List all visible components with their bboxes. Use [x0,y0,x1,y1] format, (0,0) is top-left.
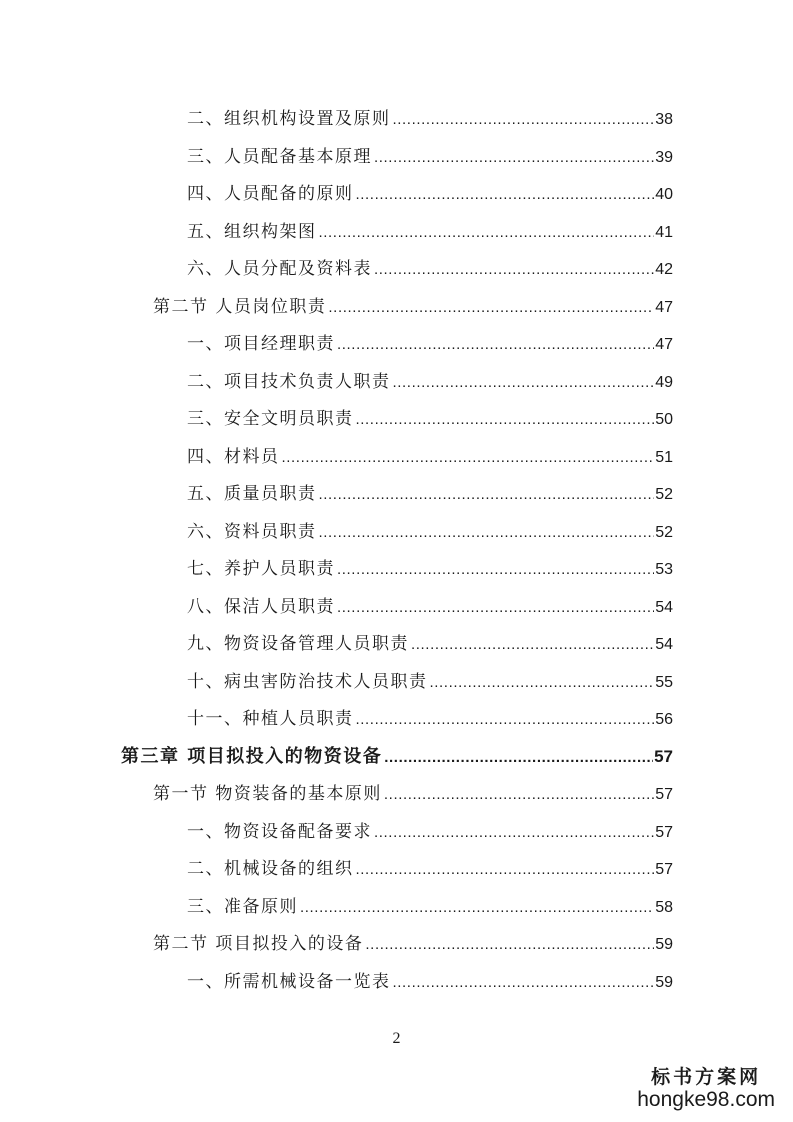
toc-entry-page: 59 [655,973,673,991]
toc-item[interactable] [187,144,673,170]
toc-entry-page: 41 [655,223,673,241]
toc-item[interactable] [187,106,673,132]
dot-leader [356,182,655,208]
toc-entry-label: 二、项目技术负责人职责 [187,371,391,392]
toc-entry-label: 二、组织机构设置及原则 [187,109,391,129]
page-number: 2 [392,1030,401,1047]
watermark-url: hongke98.com [637,1088,775,1111]
dot-leader [384,745,653,771]
toc-entry-label: 三、人员配备基本原理 [187,146,372,167]
toc-item[interactable] [187,481,673,507]
toc-entry-page: 57 [655,823,673,841]
dot-leader [393,970,655,996]
toc-entry-label: 一、项目经理职责 [187,334,335,354]
dot-leader [374,145,654,171]
toc-item[interactable] [187,556,673,582]
toc-entry-page: 57 [655,786,673,803]
dot-leader [374,257,654,283]
toc-entry-label: 五、组织构架图 [187,221,317,242]
toc-item[interactable] [187,969,673,995]
toc-entry-page: 47 [655,298,673,316]
toc-item[interactable] [187,669,673,695]
dot-leader [356,857,655,883]
toc-entry-label: 三、安全文明员职责 [187,409,354,429]
toc-entry-page: 50 [655,411,673,428]
dot-leader [374,820,654,846]
dot-leader [337,557,654,583]
dot-leader [356,707,655,733]
dot-leader [393,370,655,396]
toc-section[interactable] [153,931,673,957]
watermark-title: 标书方案网 [651,1066,762,1088]
toc-item[interactable] [187,444,673,470]
toc-entry-label: 第二节 项目拟投入的设备 [153,934,364,954]
toc-entry-label: 一、物资设备配备要求 [187,821,372,842]
toc-entry-page: 57 [654,746,673,766]
toc-entry-page: 57 [655,861,673,878]
toc-entry-label: 四、人员配备的原则 [187,184,354,204]
toc-section[interactable] [153,781,673,807]
toc-item[interactable] [187,819,673,845]
toc-item[interactable] [187,594,673,620]
dot-leader [411,632,654,658]
toc-item[interactable] [187,256,673,282]
toc-entry-label: 六、人员分配及资料表 [187,259,372,279]
dot-leader [393,107,655,133]
toc-entry-label: 五、质量员职责 [187,484,317,504]
dot-leader [319,482,655,508]
toc-entry-page: 52 [655,523,673,541]
toc-entry-label: 一、所需机械设备一览表 [187,971,391,992]
toc-entry-page: 54 [655,598,673,616]
toc-entry-label: 第一节 物资装备的基本原则 [153,784,382,804]
toc-entry-page: 42 [655,261,673,278]
toc-entry-label: 十一、种植人员职责 [187,709,354,729]
toc-item[interactable] [187,219,673,245]
toc-entry-label: 二、机械设备的组织 [187,859,354,879]
toc-item[interactable] [187,519,673,545]
dot-leader [430,670,655,696]
dot-leader [384,782,654,808]
toc-entry-label: 九、物资设备管理人员职责 [187,634,409,654]
dot-leader [365,932,654,958]
toc-entry-label: 三、准备原则 [187,896,298,917]
toc-entry-page: 40 [655,186,673,203]
toc-entry-page: 52 [655,486,673,503]
toc-item[interactable] [187,181,673,207]
dot-leader [319,220,655,246]
toc-entry-page: 38 [655,111,673,128]
toc-item[interactable] [187,631,673,657]
dot-leader [337,332,654,358]
toc-entry-page: 47 [655,336,673,353]
toc-entry-label: 八、保洁人员职责 [187,596,335,617]
dot-leader [356,407,655,433]
dot-leader [300,895,654,921]
toc-entry-page: 55 [655,673,673,691]
toc-entry-label: 十、病虫害防治技术人员职责 [187,671,428,692]
toc-item[interactable] [187,331,673,357]
toc-item[interactable] [187,856,673,882]
toc-entry-label: 第三章 项目拟投入的物资设备 [121,745,383,767]
toc-entry-page: 51 [655,448,673,466]
dot-leader [337,595,654,621]
toc-section[interactable] [153,294,673,320]
toc-item[interactable] [187,369,673,395]
dot-leader [319,520,655,546]
toc-entry-page: 56 [655,711,673,728]
toc-entry-label: 七、养护人员职责 [187,559,335,579]
dot-leader [282,445,655,471]
toc-item[interactable] [187,406,673,432]
toc-entry-page: 54 [655,636,673,653]
toc-entry-page: 58 [655,898,673,916]
toc-entry-page: 59 [655,936,673,953]
toc-chapter[interactable] [121,744,673,770]
toc-entry-page: 39 [655,148,673,166]
toc-entry-label: 四、材料员 [187,446,280,467]
site-watermark [637,1066,775,1112]
toc-item[interactable] [187,894,673,920]
toc-entry-page: 53 [655,561,673,578]
toc-entry-label: 第二节 人员岗位职责 [153,296,327,317]
toc-entry-page: 49 [655,373,673,391]
toc-item[interactable] [187,706,673,732]
toc-entry-label: 六、资料员职责 [187,521,317,542]
dot-leader [328,295,654,321]
